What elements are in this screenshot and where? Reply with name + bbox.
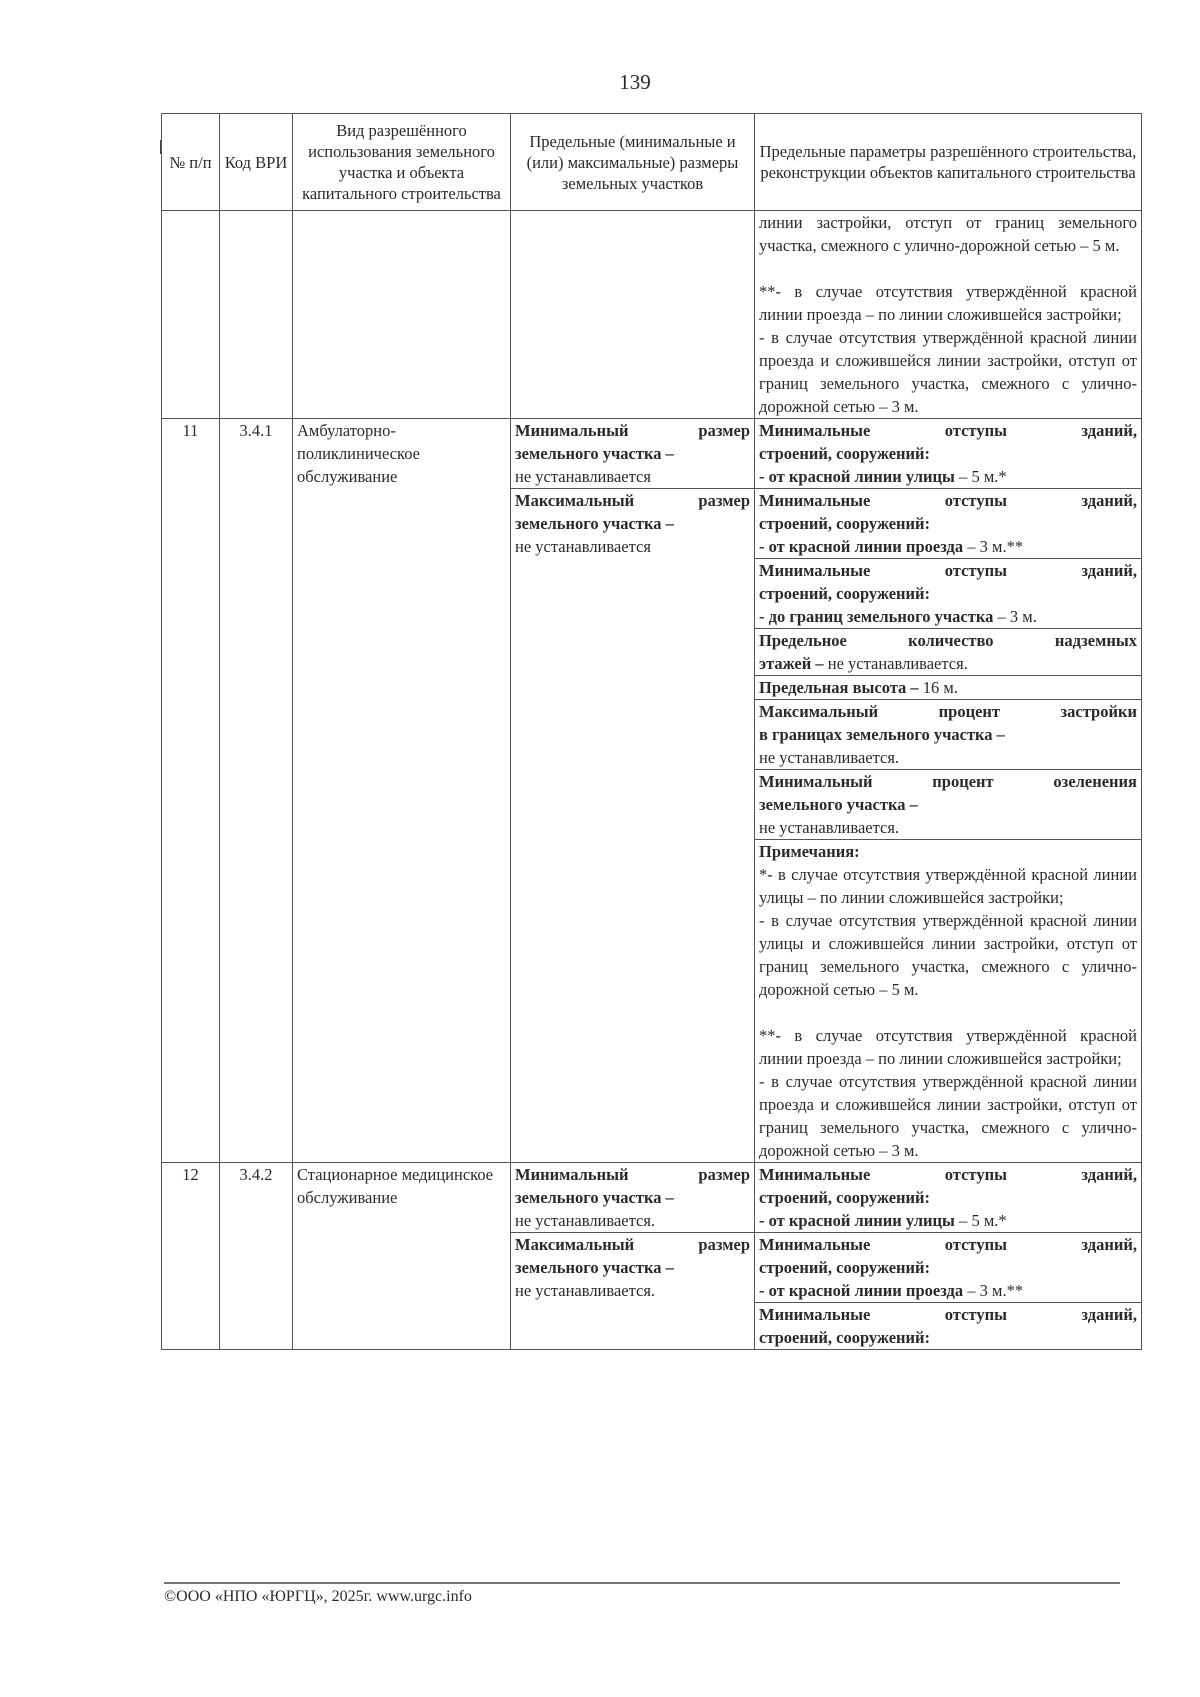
row11-param-5: Предельная высота – 16 м. (755, 676, 1142, 700)
row11-min-size: Минимальный размер земельного участка – не устанавливается (511, 419, 755, 489)
continuation-text-3: - в случае отсутствия утверждённой красной линии проезда и сложившейся линии застройки, отступ от границ земельного участка, смежного с улично-дорожной сетью – 3 м. (759, 328, 1137, 416)
header-use-type: Вид разрешённого использования земельного участка и объекта капитального строительства (293, 114, 511, 211)
row11-param-1: Минимальные отступы зданий, строений, сооружений: - от красной линии улицы – 5 м.* (755, 419, 1142, 489)
header-plot-size: Предельные (минимальные и (или) максимальные) размеры земельных участков (511, 114, 755, 211)
row11-note-4: - в случае отсутствия утверждённой красной линии проезда и сложившейся линии застройки, отступ от границ земельного участка, смежного с улично-дорожной сетью – 3 м. (759, 1072, 1137, 1160)
page-number: 139 (619, 70, 651, 94)
row12-max-size: Максимальный размер земельного участка – не устанавливается. (511, 1233, 755, 1350)
row12-use-name: Стационарное медицинское обслуживание (293, 1163, 511, 1350)
row11-note-3: **- в случае отсутствия утверждённой красной линии проезда – по линии сложившейся застройки; (759, 1026, 1137, 1068)
header-build-params: Предельные параметры разрешённого строительства, реконструкции объектов капитального строительства (755, 114, 1142, 211)
row11-param-3: Минимальные отступы зданий, строений, сооружений: - до границ земельного участка – 3 м. (755, 559, 1142, 629)
table-header-row (162, 114, 1142, 211)
row11-param-6: Максимальный процент застройки в границах земельного участка – не устанавливается. (755, 700, 1142, 770)
row12-code: 3.4.2 (220, 1163, 293, 1350)
table-row (162, 419, 1142, 489)
row11-code: 3.4.1 (220, 419, 293, 1163)
row12-min-size: Минимальный размер земельного участка – не устанавливается. (511, 1163, 755, 1233)
header-code: Код ВРИ (220, 114, 293, 211)
regulations-table (161, 113, 1142, 1350)
row11-number: 11 (162, 419, 220, 1163)
row11-param-2: Минимальные отступы зданий, строений, сооружений: - от красной линии проезда – 3 м.** (755, 489, 1142, 559)
row11-param-7: Минимальный процент озеленения земельного участка – не устанавливается. (755, 770, 1142, 840)
continuation-text-1: линии застройки, отступ от границ земельного участка, смежного с улично-дорожной сетью – 5 м. (759, 213, 1137, 255)
table-row-continuation (162, 211, 1142, 419)
row12-param-2: Минимальные отступы зданий, строений, сооружений: - от красной линии проезда – 3 м.** (755, 1233, 1142, 1303)
header-number: № п/п (162, 114, 220, 211)
row11-note-1: *- в случае отсутствия утверждённой красной линии улицы – по линии сложившейся застройки; (759, 865, 1137, 907)
continuation-notes (755, 211, 1142, 419)
row12-number: 12 (162, 1163, 220, 1350)
continuation-text-2: **- в случае отсутствия утверждённой красной линии проезда – по линии сложившейся застройки; (759, 282, 1137, 324)
row12-param-3: Минимальные отступы зданий, строений, сооружений: (755, 1303, 1142, 1350)
row11-param-4: Предельное количество надземных этажей – не устанавливается. (755, 629, 1142, 676)
row11-use-name: Амбулаторно-поликлиническое обслуживание (293, 419, 511, 1163)
row12-param-1: Минимальные отступы зданий, строений, сооружений: - от красной линии улицы – 5 м.* (755, 1163, 1142, 1233)
row11-max-size: Максимальный размер земельного участка – не устанавливается (511, 489, 755, 1163)
footer-divider (164, 1582, 1120, 1584)
row11-note-2: - в случае отсутствия утверждённой красной линии улицы и сложившейся линии застройки, отступ от границ земельного участка, смежного с улично-дорожной сетью – 5 м. (759, 911, 1137, 999)
table-row (162, 1163, 1142, 1233)
row11-notes: Примечания: *- в случае отсутствия утверждённой красной линии улицы – по линии сложившейся застройки; - в случае отсутствия утверждённой красной линии улицы и сложившейся линии застройки, отступ от границ земельного участка, смежного с улично-дорожной сетью – 5 м. **- в случае отсутствия утверждённой красной линии проезда – по линии сложившейся застройки; - в случае отсутствия утверждённой красной линии проезда и сложившейся линии застройки, отступ от границ земельного участка, смежного с улично-дорожной сетью – 3 м. (755, 840, 1142, 1163)
footer-copyright: ©ООО «НПО «ЮРГЦ», 2025г. www.urgc.info (164, 1588, 472, 1605)
